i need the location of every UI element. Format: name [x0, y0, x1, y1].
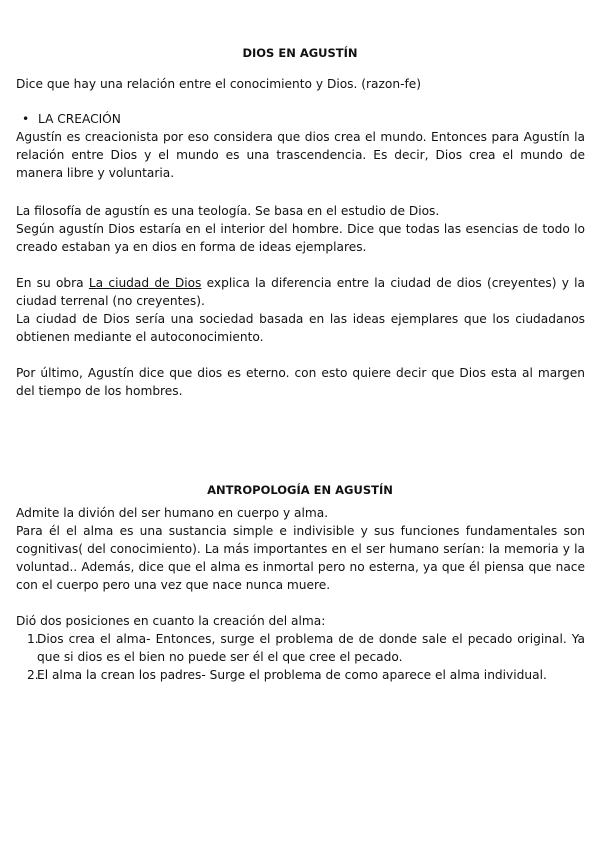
section-title-dios: DIOS EN AGUSTÍN [242, 46, 358, 60]
paragraph-ciudad-post: explica la diferencia entre la ciudad de dios (creyentes) y la ciudad terrenal (no creyentes). [16, 276, 586, 308]
paragraph-division: Admite la divión del ser humano en cuerpo y alma. [16, 506, 329, 520]
paragraph-interior: Según agustín Dios estaría en el interior del hombre. Dice que todas las esencias de todo lo creado estaban ya en dios en forma de ideas ejemplares. [16, 222, 585, 254]
list-item-number: 2. [27, 668, 39, 682]
list-item-text: El alma la crean los padres- Surge el problema de como aparece el alma individual. [37, 668, 547, 682]
bullet-item [0, 110, 600, 128]
bullet-marker: • [22, 112, 30, 126]
paragraph-eterno: Por último, Agustín dice que dios es eterno. con esto quiere decir que Dios esta al margen del tiempo de los hombres. [16, 366, 585, 398]
paragraph-ciudad-pre: En su obra [16, 276, 89, 290]
list-item-text: Dios crea el alma- Entonces, surge el problema de de donde sale el pecado original. Ya que si dios es el bien no puede ser él el que cree el pecado. [37, 632, 585, 664]
bullet-item-label: LA CREACIÓN [38, 112, 121, 126]
list-intro: Dió dos posiciones en cuanto la creación del alma: [16, 614, 326, 628]
paragraph-alma: Para él el alma es una sustancia simple e indivisible y sus funciones fundamentales son cognitivas( del conocimiento). La más importantes en el ser humano serían: la memoria y la voluntad.. Además, dice que el alma es inmortal pero no esterna, ya que él piensa que nace con el cuerpo pero una vez que nace nunca muere. [16, 524, 585, 592]
intro-line: Dice que hay una relación entre el conocimiento y Dios. (razon-fe) [16, 77, 422, 91]
section-title-antropologia: ANTROPOLOGÍA EN AGUSTÍN [207, 483, 393, 497]
paragraph-ciudad [16, 274, 585, 310]
paragraph-ciudad-dios: La ciudad de Dios sería una sociedad basada en las ideas ejemplares que los ciudadanos obtienen mediante el autoconocimiento. [16, 312, 585, 344]
paragraph-teologia: La filosofía de agustín es una teología. Se basa en el estudio de Dios. [16, 204, 440, 218]
list-item-number: 1. [27, 632, 39, 646]
book-title: La ciudad de Dios [88, 276, 202, 290]
paragraph-creacion: Agustín es creacionista por eso considera que dios crea el mundo. Entonces para Agustín la relación entre Dios y el mundo es una trascendencia. Es decir, Dios crea el mundo de manera libre y voluntaria. [16, 130, 585, 180]
